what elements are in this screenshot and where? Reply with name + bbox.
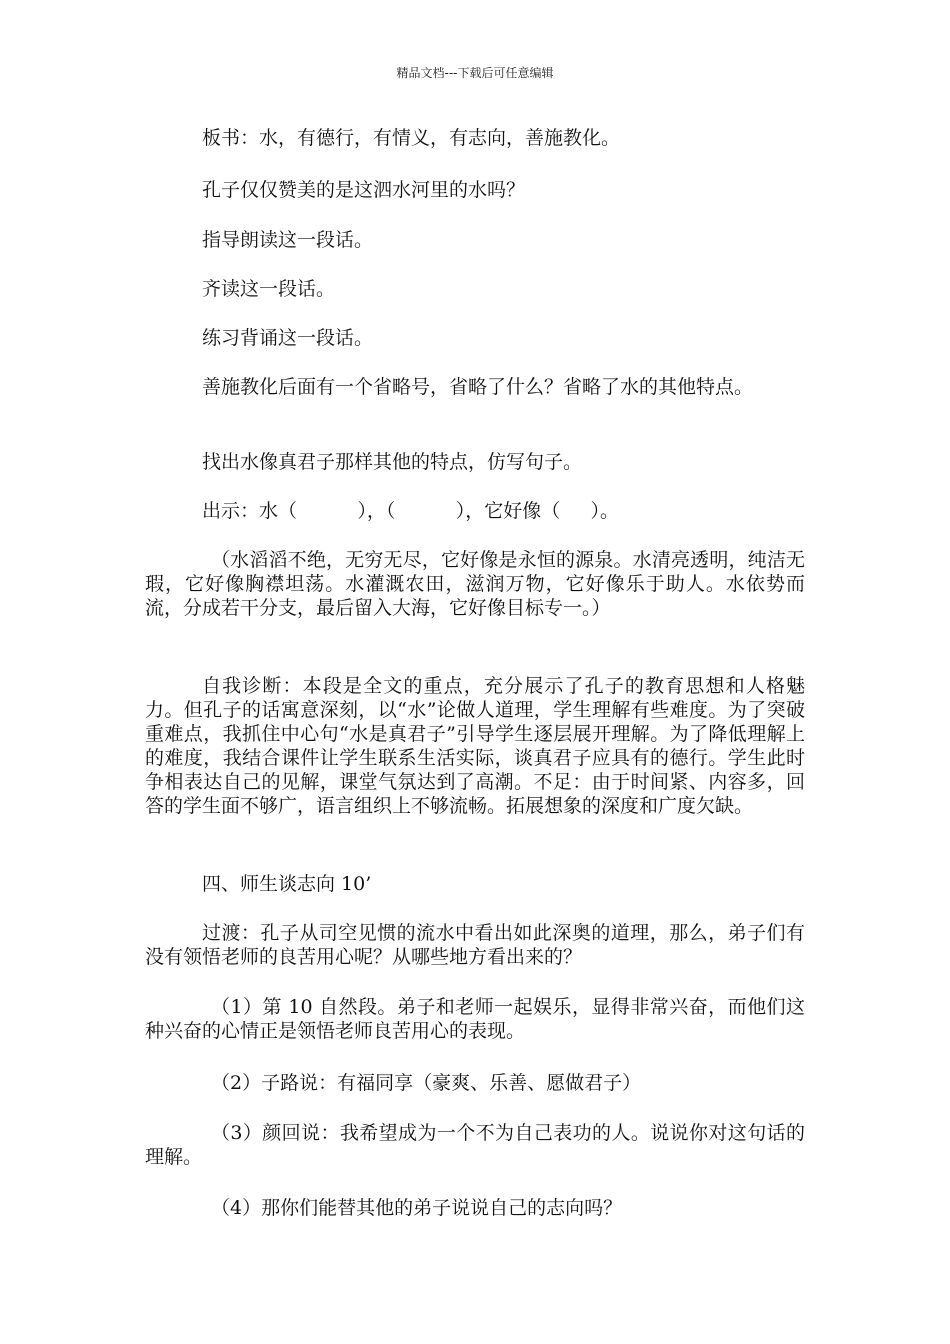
paragraph-find-features: 找出水像真君子那样其他的特点，仿写句子。 (202, 451, 583, 473)
list-item-3: （3）颜回说：我希望成为一个不为自己表功的人。说说你对这句话的理解。 (145, 1122, 805, 1168)
paragraph-read-together: 齐读这一段话。 (202, 278, 336, 300)
list-item-1: （1）第 10 自然段。弟子和老师一起娱乐，显得非常兴奋，而他们这种兴奋的心情正是领悟老师良苦用心的表现。 (145, 996, 805, 1042)
paragraph-fill-in-blank: 出示：水（ ），（ ），它好像（ ）。 (202, 500, 619, 522)
paragraph-guide-reading: 指导朗读这一段话。 (202, 229, 374, 251)
list-item-4: （4）那你们能替其他的弟子说说自己的志向吗？ (211, 1197, 623, 1219)
paragraph-self-diagnosis: 自我诊断：本段是全文的重点，充分展示了孔子的教育思想和人格魅力。但孔子的话寓意深刻，以“水”论做人道理，学生理解有些难度。为了突破重难点，我抓住中心句“水是真君子”引导学生逐层展开理解。为了降低理解上的难度，我结合课件让学生联系生活实际，谈真君子应具有的德行。学生此时争相表达自己的见解，课堂气氛达到了高潮。不足：由于时间紧、内容多，回答的学生面不够广，语言组织上不够流畅。拓展想象的深度和广度欠缺。 (145, 675, 805, 817)
paragraph-board-writing: 板书：水，有德行，有情义，有志向，善施教化。 (202, 127, 621, 149)
paragraph-water-examples: （水滔滔不绝，无穷无尽，它好像是永恒的源泉。水清亮透明，纯洁无瑕，它好像胸襟坦荡。水灌溉农田，滋润万物，它好像乐于助人。水依势而流，分成若干分支，最后留入大海，它好像目标专一。） (145, 549, 805, 619)
paragraph-question-sishui: 孔子仅仅赞美的是这泗水河里的水吗？ (202, 179, 526, 201)
section-heading-aspirations: 四、师生谈志向 10’ (202, 873, 372, 895)
paragraph-ellipsis-question: 善施教化后面有一个省略号，省略了什么？省略了水的其他特点。 (202, 376, 754, 398)
page-header: 精品文档---下载后可任意编辑 (396, 66, 554, 80)
paragraph-transition: 过渡：孔子从司空见惯的流水中看出如此深奥的道理，那么，弟子们有没有领悟老师的良苦用心呢？从哪些地方看出来的？ (145, 922, 805, 968)
list-item-2: （2）子路说：有福同享（豪爽、乐善、愿做君子） (211, 1072, 642, 1094)
paragraph-recite: 练习背诵这一段话。 (202, 327, 374, 349)
